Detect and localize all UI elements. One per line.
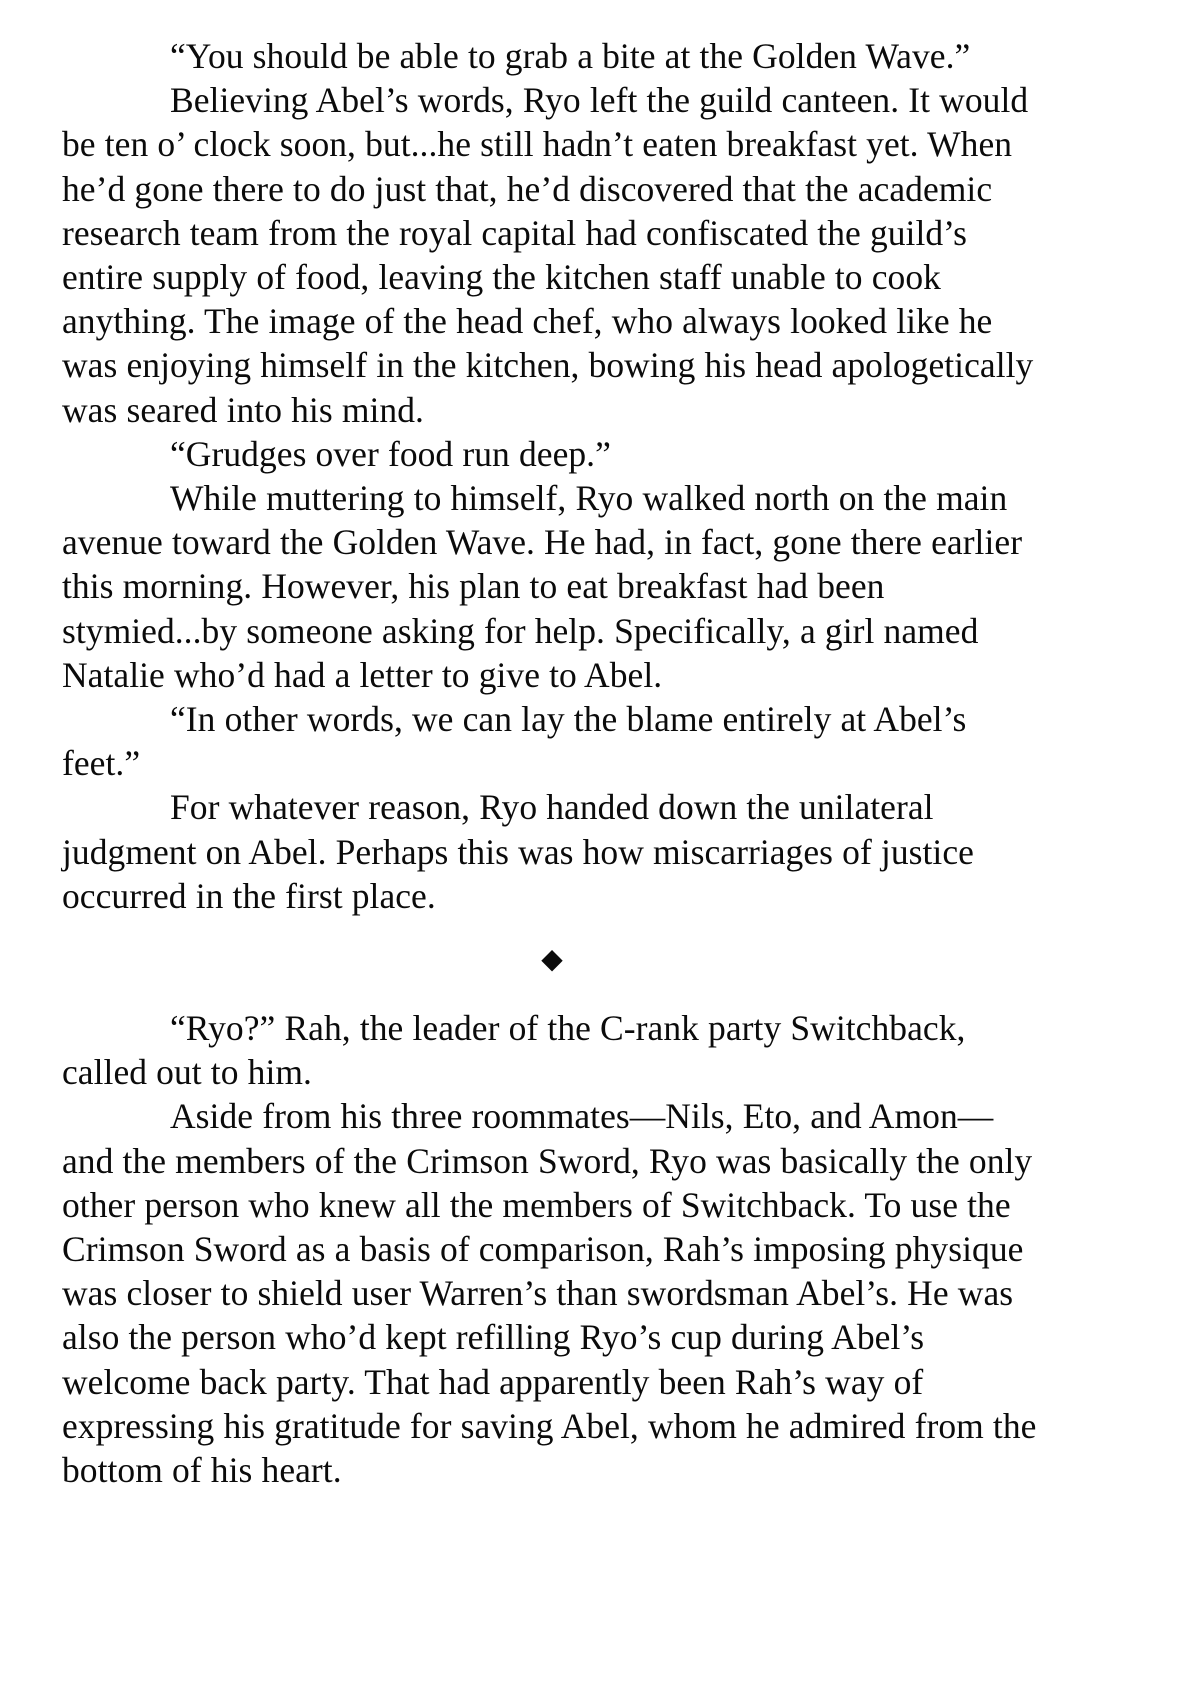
diamond-icon: ◆ (541, 943, 563, 975)
paragraph: Aside from his three roommates—Nils, Eto, and Amon—and the members of the Crimson Sword, Ryo was basically the only other person who knew all the members of Switchback. To use the Crimson Sword as a basis of comparison, Rah’s imposing physique was closer to shield user Warren’s than swordsman Abel’s. He was also the person who’d kept refilling Ryo’s cup during Abel’s welcome back party. That had apparently been Rah’s way of expressing his gratitude for saving Abel, whom he admired from the bottom of his heart. (62, 1096, 1037, 1491)
paragraph: “Ryo?” Rah, the leader of the C-rank party Switchback, called out to him. (62, 1008, 966, 1093)
section-break-ornament (62, 918, 1042, 1006)
paragraph: Believing Abel’s words, Ryo left the guild canteen. It would be ten o’ clock soon, but...he still hadn’t eaten breakfast yet. When he’d gone there to do just that, he’d discovered that the academic research team from the royal capital had confiscated the guild’s entire supply of food, leaving the kitchen staff unable to cook anything. The image of the head chef, who always looked like he was enjoying himself in the kitchen, bowing his head apologetically was seared into his mind. (62, 80, 1034, 430)
paragraph: For whatever reason, Ryo handed down the unilateral judgment on Abel. Perhaps this was how miscarriages of justice occurred in the first place. (62, 787, 974, 916)
paragraph: “In other words, we can lay the blame entirely at Abel’s feet.” (62, 699, 967, 784)
paragraph: While muttering to himself, Ryo walked north on the main avenue toward the Golden Wave. He had, in fact, gone there earlier this morning. However, his plan to eat breakfast had been stymied...by someone asking for help. Specifically, a girl named Natalie who’d had a letter to give to Abel. (62, 478, 1023, 695)
body-text-column (62, 34, 1042, 1492)
paragraph: “Grudges over food run deep.” (170, 433, 611, 474)
paragraph: “You should be able to grab a bite at the Golden Wave.” (170, 36, 971, 76)
